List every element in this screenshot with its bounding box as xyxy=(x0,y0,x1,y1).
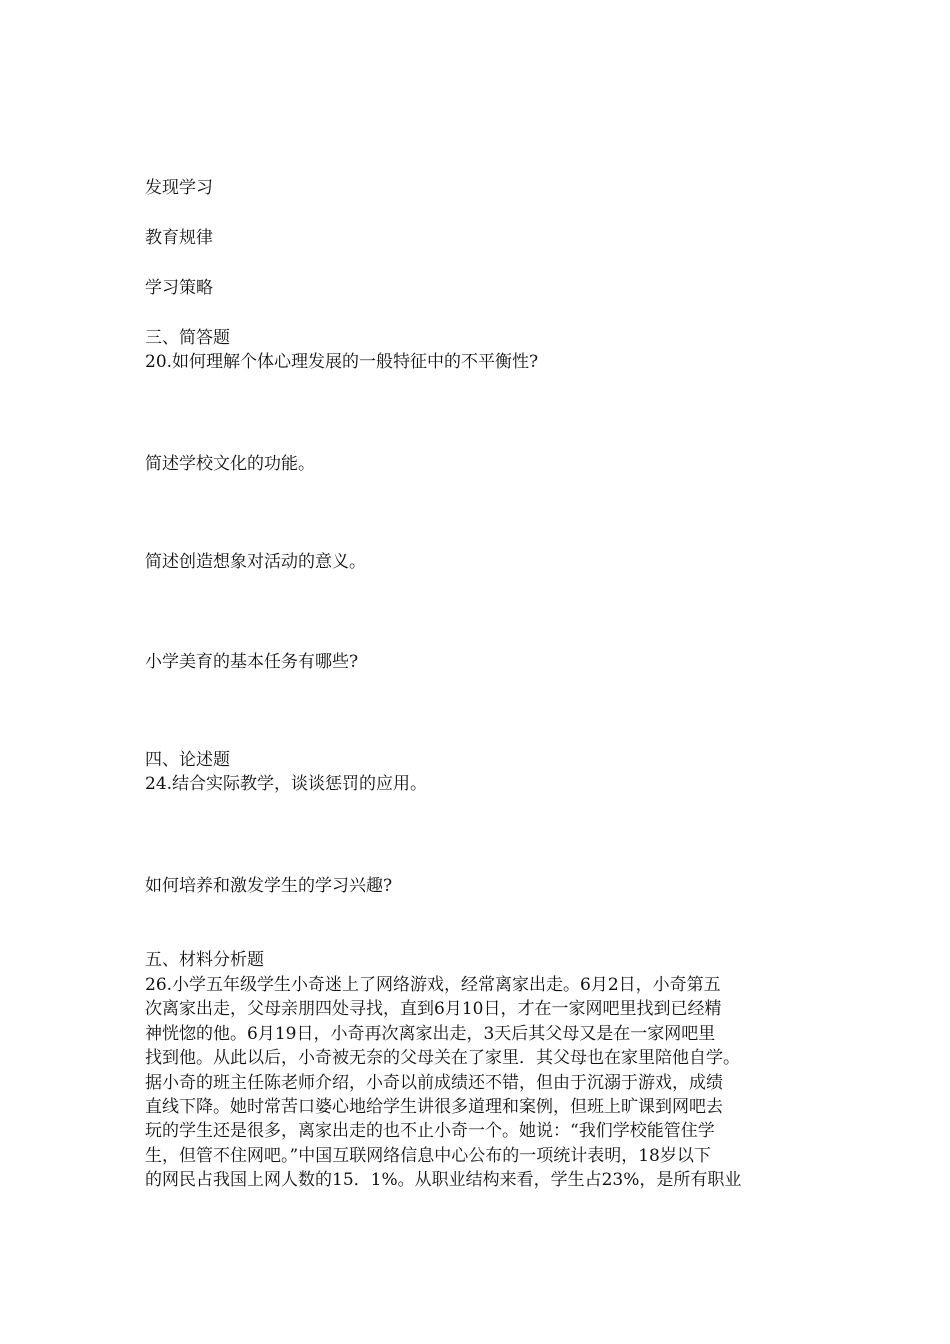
material-line: 的网民占我国上网人数的15．1%。从职业结构来看，学生占23%，是所有职业 xyxy=(145,1170,742,1191)
material-line: 神恍惚的他。6月19日，小奇再次离家出走，3天后其父母又是在一家网吧里 xyxy=(145,1023,716,1044)
material-line: 找到他。从此以后，小奇被无奈的父母关在了家里．其父母也在家里陪他自学。 xyxy=(145,1048,740,1069)
material-line: 次离家出走，父母亲朋四处寻找，直到6月10日，才在一家网吧里找到已经精 xyxy=(145,999,722,1020)
term-learning-strategy: 学习策略 xyxy=(145,278,213,298)
question-aesthetic-education: 小学美育的基本任务有哪些? xyxy=(145,652,359,672)
term-discovery-learning: 发现学习 xyxy=(145,178,213,198)
question-20: 20.如何理解个体心理发展的一般特征中的不平衡性? xyxy=(145,352,539,372)
term-educational-law: 教育规律 xyxy=(145,228,213,248)
material-line: 据小奇的班主任陈老师介绍，小奇以前成绩还不错，但由于沉溺于游戏，成绩 xyxy=(145,1072,723,1093)
question-creative-imagination: 简述创造想象对活动的意义。 xyxy=(145,552,366,572)
question-school-culture: 简述学校文化的功能。 xyxy=(145,454,315,474)
section-heading-essay: 四、论述题 xyxy=(145,750,230,770)
section-heading-material-analysis: 五、材料分析题 xyxy=(145,950,264,970)
material-paragraph xyxy=(145,973,809,1193)
material-line: 直线下降。她时常苦口婆心地给学生讲很多道理和案例，但班上旷课到网吧去 xyxy=(145,1097,723,1118)
section-heading-short-answer: 三、简答题 xyxy=(145,328,230,348)
question-24: 24.结合实际教学，谈谈惩罚的应用。 xyxy=(145,774,428,794)
material-line: 26.小学五年级学生小奇迷上了网络游戏，经常离家出走。6月2日，小奇第五 xyxy=(145,975,721,995)
material-line: 生，但管不住网吧。”中国互联网络信息中心公布的一项统计表明，18岁以下 xyxy=(145,1145,711,1166)
question-learning-interest: 如何培养和激发学生的学习兴趣? xyxy=(145,876,393,896)
material-line: 玩的学生还是很多，离家出走的也不止小奇一个。她说：“我们学校能管住学 xyxy=(145,1121,715,1142)
